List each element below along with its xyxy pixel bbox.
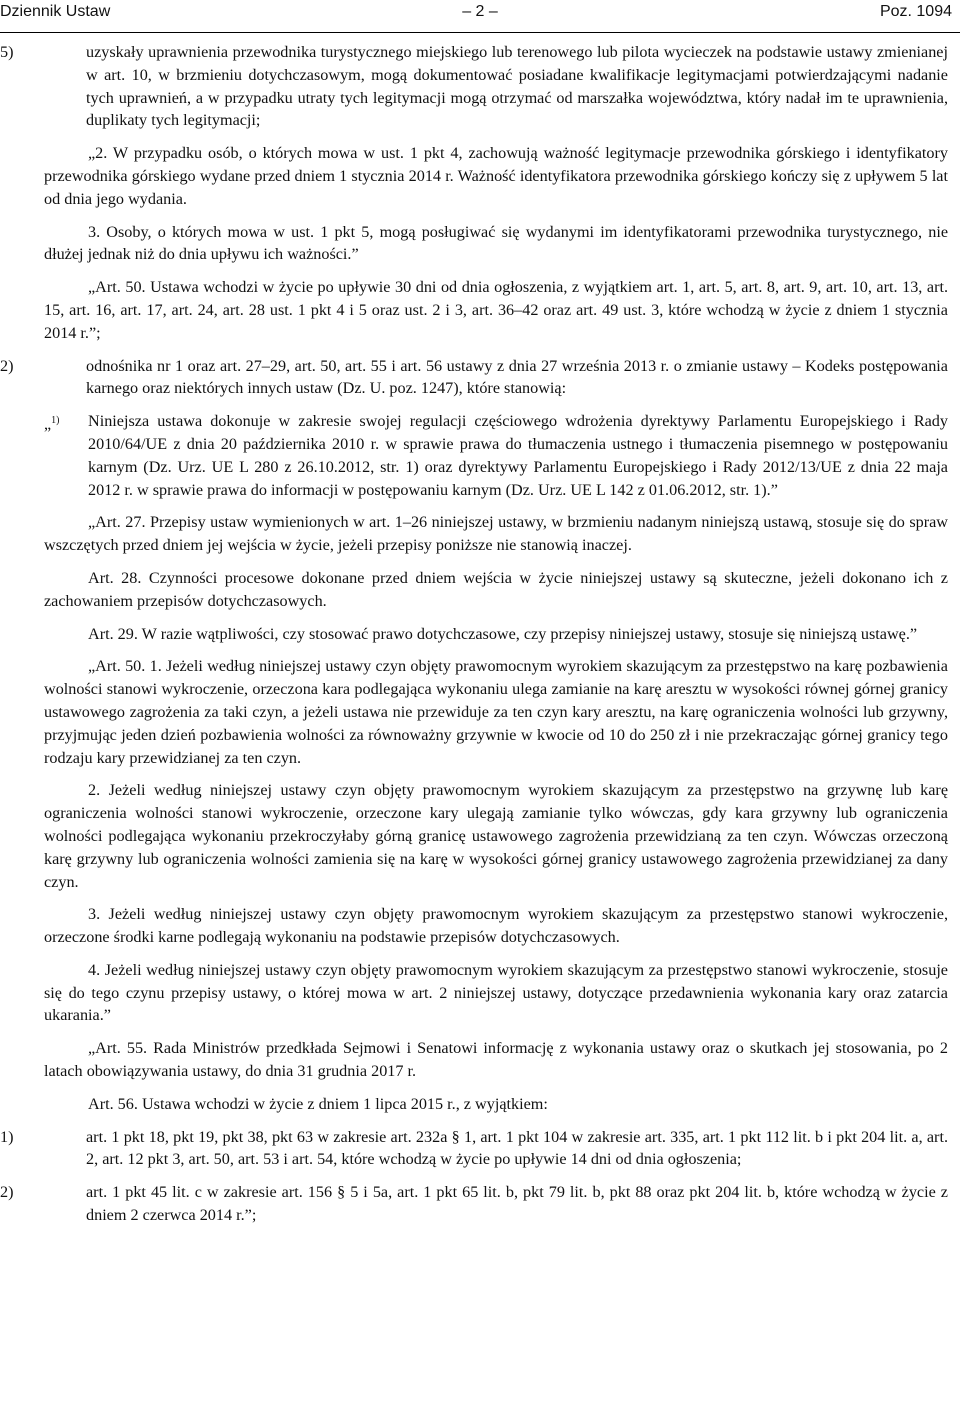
footnote-marker: „$^{1)}$ [44,415,60,434]
item-text: art. 1 pkt 45 lit. c w zakresie art. 156 § 5 i 5a, art. 1 pkt 65 lit. b, pkt 79 lit. b, pkt 88 oraz pkt 204 lit. b, które wchodzą w życie z dniem 2 czerwca 2014 r.”; [86,1183,948,1225]
footnote [44,410,948,501]
paragraph: „Art. 27. Przepisy ustaw wymienionych w art. 1–26 niniejszej ustawy, w brzmieniu nadanym niniejszą ustawą, stosuje się do spraw wszczętych przed dniem jej wejścia w życie, jeżeli przepisy poniższe nie stanowią inaczej. [44,513,948,555]
list-number: 1) [0,1127,14,1146]
item-text: art. 1 pkt 18, pkt 19, pkt 38, pkt 63 w zakresie art. 232a § 1, art. 1 pkt 104 w zakresie art. 335, art. 1 pkt 112 lit. b i pkt 204 lit. a, art. 2, art. 12 pkt 3, art. 50, art. 53 i art. 54, które wchodzą w życie po upływie 14 dni od dnia ogłoszenia; [86,1127,948,1169]
item-text: odnośnika nr 1 oraz art. 27–29, art. 50, art. 55 i art. 56 ustawy z dnia 27 września 2013 r. o zmianie ustawy – Kodeks postępowania karnego oraz niektórych innych ustaw (Dz. U. poz. 1247), które stanowią: [86,356,948,398]
list-number: 2) [0,1183,14,1202]
paragraph: „Art. 50. Ustawa wchodzi w życie po upływie 30 dni od dnia ogłoszenia, z wyjątkiem art. 1, art. 5, art. 8, art. 9, art. 10, art. 13, art. 15, art. 16, art. 17, art. 24, art. 28 ust. 1 pkt 4 i 5 oraz ust. 2 i 3, art. 36–42 oraz art. 49 ust. 3, które wchodzą w życie z dniem 1 stycznia 2014 r.”; [44,278,948,342]
document-body [0,41,948,1227]
paragraph: 3. Jeżeli według niniejszej ustawy czyn objęty prawomocnym wyrokiem skazującym za przestępstwo stanowi wykroczenie, orzeczone środki karne podlegają wykonaniu na podstawie przepisów dotychczasowych. [44,905,948,947]
paragraph: Art. 29. W razie wątpliwości, czy stosować prawo dotychczasowe, czy przepisy niniejszej ustawy, stosuje się niniejszą ustawę.” [88,624,918,643]
list-number: 5) [0,43,14,61]
list-item-2 [0,355,948,401]
page-number: – 2 – [462,3,498,20]
item-text: uzyskały uprawnienia przewodnika turystycznego miejskiego lub terenowego lub pilota wycieczek na podstawie ustawy zmienianej w art. 10, w brzmieniu dotychczasowym, mogą dokumentować posiadane kwalifikacje legitymacjami potwierdzającymi nadanie tych uprawnień, a w przypadku utraty tych legitymacji mogą otrzymać od marszałka województwa, który nadał im te uprawnienia, duplikaty tych legitymacji; [86,43,948,130]
paragraph: 2. Jeżeli według niniejszej ustawy czyn objęty prawomocnym wyrokiem skazującym za przestępstwo na grzywnę lub karę ograniczenia wolności stanowi wykroczenie, orzeczone kary ulegają zamianie tylko wówczas, gdy kara grzywny lub ograniczenia wolności podlegająca wykonaniu przekroczyłaby górną granicę ustawowego zagrożenia przewidzianą za ten czyn. Wówczas orzeczoną karę grzywny lub ograniczenia wolności zamienia się na karę w wysokości górnej granicy ustawowego zagrożenia przewidzianej za dany czyn. [44,781,948,891]
list-item-5 [0,41,948,345]
list-number: 2) [0,356,14,375]
sub-item-1 [0,1126,948,1172]
sub-item-2 [0,1181,948,1227]
paragraph: 4. Jeżeli według niniejszej ustawy czyn objęty prawomocnym wyrokiem skazującym za przestępstwo stanowi wykroczenie, stosuje się do tego czynu przepisy ustawy, o której mowa w art. 2 niniejszej ustawy, dotyczące przedawnienia wykonania kary oraz zatarcia ukarania.” [44,960,948,1025]
paragraph: Art. 56. Ustawa wchodzi w życie z dniem 1 lipca 2015 r., z wyjątkiem: [88,1094,548,1113]
journal-title: Dziennik Ustaw [0,3,111,20]
paragraph: „Art. 50. 1. Jeżeli według niniejszej ustawy czyn objęty prawomocnym wyrokiem skazującym za przestępstwo na karę pozbawienia wolności stanowi wykroczenie, orzeczona kara podlegająca wykonaniu ulega zamianie na karę aresztu w wysokości równej górnej granicy ustawowego zagrożenia za taki czyn, a jeżeli ustawa nie przewiduje za ten czyn kary aresztu, na karę ograniczenia wolności lub grzywny, przyjmując jeden dzień pozbawienia wolności za równoważny grzywnie w kwocie od 10 do 250 zł i nie przekraczając górnej granicy tego rodzaju kary przewidzianej za ten czyn. [44,657,948,767]
paragraph: „Art. 55. Rada Ministrów przedkłada Sejmowi i Senatowi informację z wykonania ustawy oraz o skutkach jej stosowania, po 2 latach obowiązywania ustawy, do dnia 31 grudnia 2017 r. [44,1039,948,1081]
paragraph: „2. W przypadku osób, o których mowa w ust. 1 pkt 4, zachowują ważność legitymacje przewodnika górskiego i identyfikatory przewodnika górskiego wydane przed dniem 1 stycznia 2014 r. Ważność identyfikatora przewodnika górskiego kończy się z upływem 5 lat od dnia jego wydania. [44,144,948,208]
paragraph: Art. 28. Czynności procesowe dokonane przed dniem wejścia w życie niniejszej ustawy są skuteczne, jeżeli dokonano ich z zachowaniem przepisów dotychczasowych. [44,568,948,610]
footnote-text: Niniejsza ustawa dokonuje w zakresie swojej regulacji częściowego wdrożenia dyrektywy Parlamentu Europejskiego i Rady 2010/64/UE z dnia 20 października 2010 r. w sprawie prawa do tłumaczenia ustnego i tłumaczenia pisemnego w postępowaniu karnym (Dz. Urz. UE L 280 z 26.10.2012, str. 1) oraz dyrektywy Parlamentu Europejskiego i Rady 2012/13/UE z dnia 22 maja 2012 r. w sprawie prawa do informacji w postępowaniu karnym (Dz. Urz. UE L 142 z 01.06.2012, str. 1).” [88,412,948,499]
paragraph: 3. Osoby, o których mowa w ust. 1 pkt 5, mogą posługiwać się wydanymi im identyfikatorami przewodnika turystycznego, nie dłużej jednak niż do dnia upływu ich ważności.” [44,222,948,264]
page-header [0,0,960,33]
position-number: Poz. 1094 [879,3,952,20]
